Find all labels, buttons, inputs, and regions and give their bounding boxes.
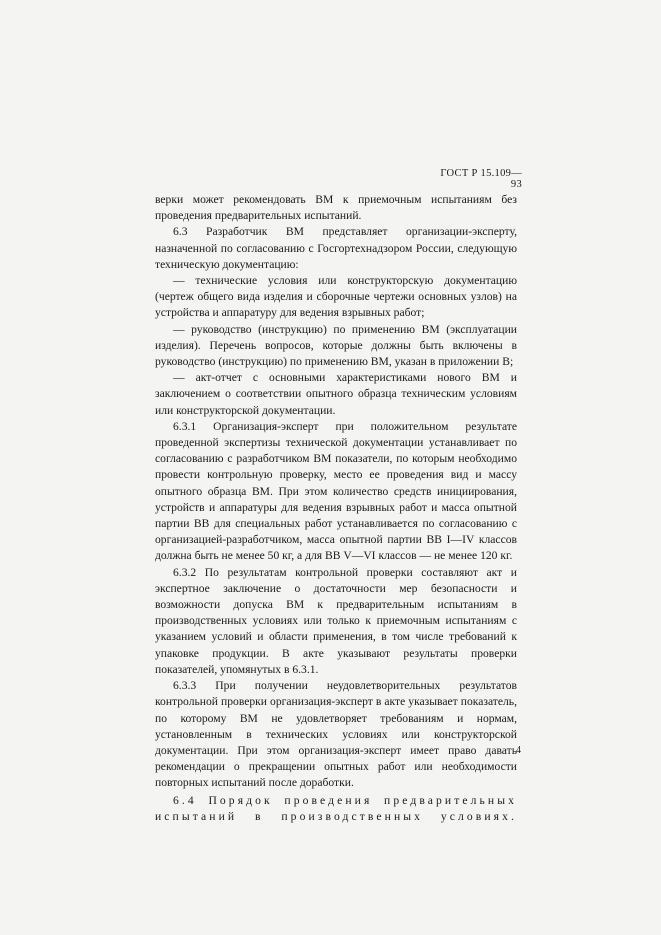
paragraph-6-3: 6.3 Разработчик ВМ представляет организации-эксперту, назначенной по согласованию с Госгортехнадзором России, следующую техническую документацию: [155,225,517,271]
section-heading-line-1: 6.4 Порядок проведения предварительных [173,793,517,807]
list-item-technical-conditions: — технические условия или конструкторскую документацию (чертеж общего вида изделия и сборочные чертежи основных узлов) на устройства и аппаратуру для ведения взрывных работ; [155,274,517,320]
paragraph-6-3-1: 6.3.1 Организация-эксперт при положительном результате проведенной экспертизы технической документации устанавливает по согласованию с разработчиком ВМ показатели, по которым необходимо провести контрольную проверку, место ее проведения вид и массу опытного образца ВМ. При этом количество средств инициирования, устройств и аппаратуры для ведения взрывных работ и масса опытной партии ВВ для специальных работ устанавливается по согласованию с организацией-разработчиком, масса опытной партии ВВ I—IV классов должна быть не менее 50 кг, а для ВВ V—VI классов — не менее 120 кг. [155,419,517,563]
section-heading-line-2: испытаний в производственных условиях. [155,809,517,823]
document-code: ГОСТ Р 15.109—93 [440,168,522,190]
paragraph-6-3-2: 6.3.2 По результатам контрольной проверки составляют акт и экспертное заключение о достаточности мер безопасности и возможности допуска ВМ к предварительным испытаниям в производственных условиях или только к приемочным испытаниям с указанием условий и области применения, в том числе требований к упаковке продукции. В акте указывают результаты проверки показателей, упомянутых в 6.3.1. [155,565,517,676]
document-body [155,192,517,825]
list-item-report: — акт-отчет с основными характеристиками нового ВМ и заключением о соответствии опытного образца техническим условиям или конструкторской документации. [155,371,517,417]
page-number: 4 [516,745,521,756]
paragraph-6-3-3: 6.3.3 При получении неудовлетворительных результатов контрольной проверки организация-эксперт в акте указывает показатель, по которому ВМ не удовлетворяет требованиям и нормам, установленным в технических условиях или конструкторской документации. При этом организация-эксперт имеет право давать рекомендации о прекращении опытных работ или необходимости повторных испытаний после доработки. [155,679,517,790]
paragraph-continuation: верки может рекомендовать ВМ к приемочным испытаниям без проведения предварительных испытаний. [155,193,517,223]
list-item-manual: — руководство (инструкцию) по применению ВМ (эксплуатации изделия). Перечень вопросов, которые должны быть включены в руководство (инструкцию) по применению ВМ, указан в приложении В; [155,322,517,369]
